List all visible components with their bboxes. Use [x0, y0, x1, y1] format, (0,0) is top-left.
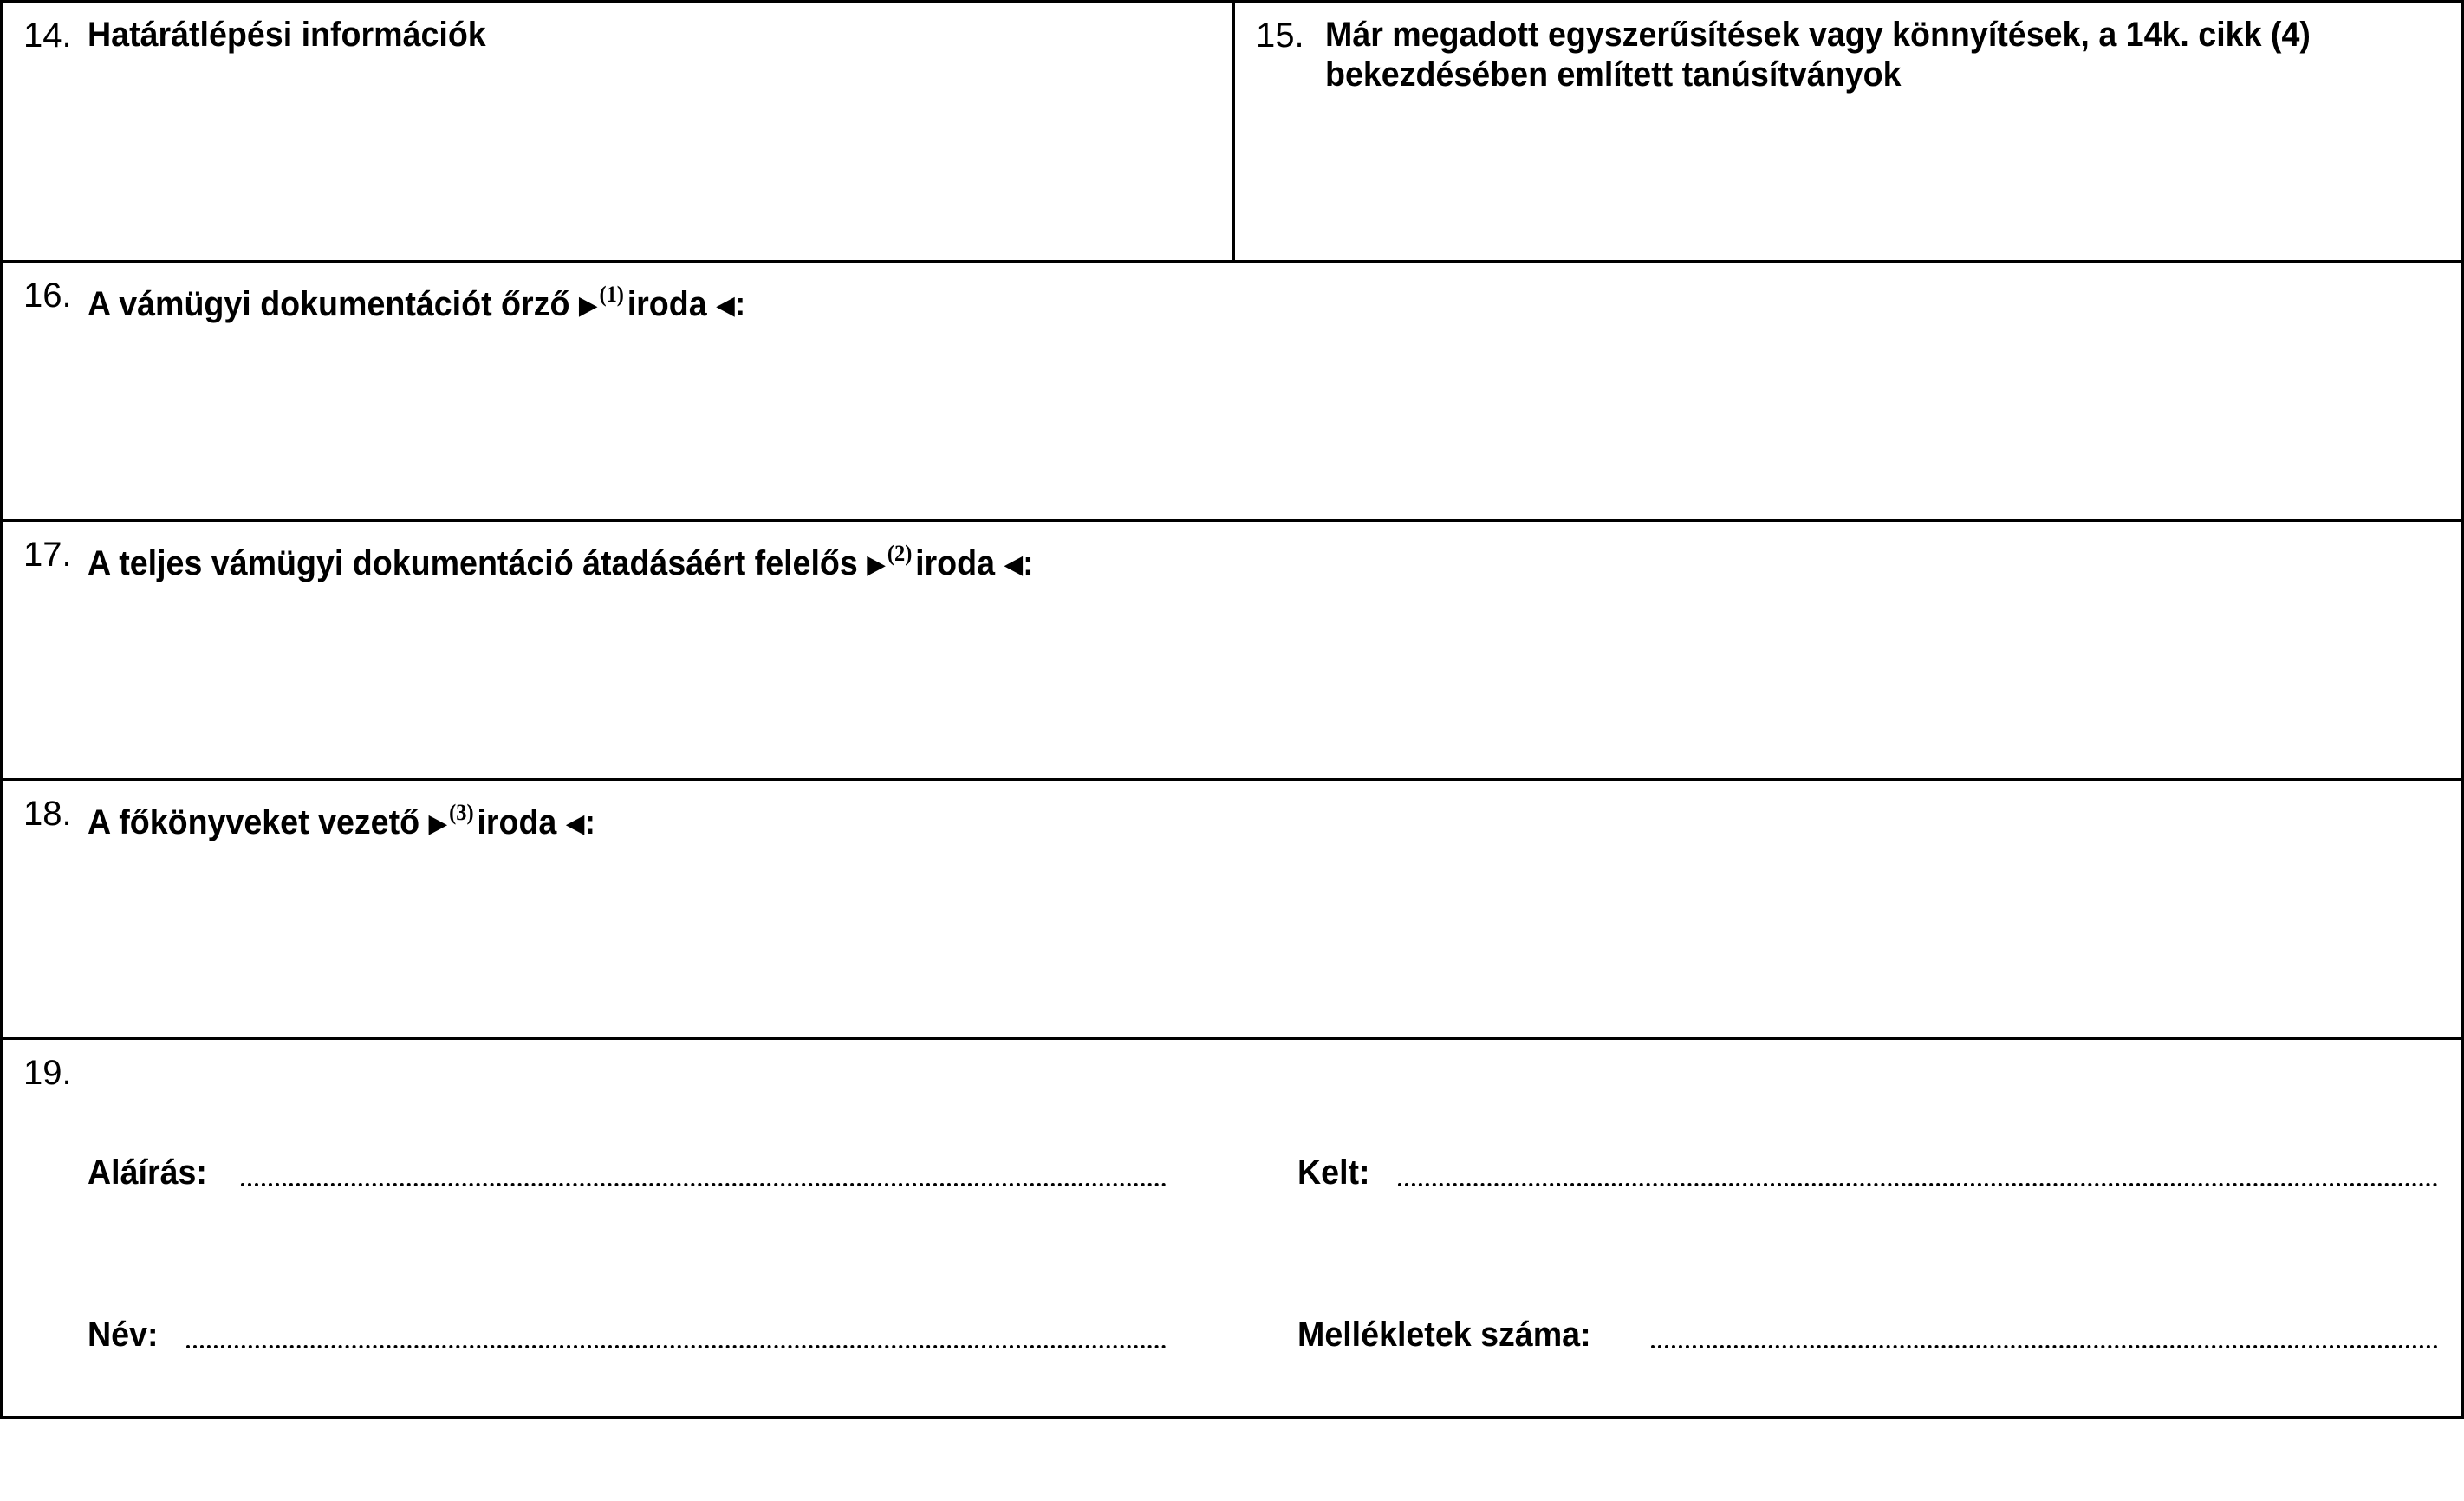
field-17[interactable] — [3, 522, 2461, 781]
field-18-title-end: iroda — [477, 803, 557, 841]
row-14-15 — [3, 3, 2461, 263]
field-16[interactable] — [3, 263, 2461, 522]
field-19-number: 19. — [23, 1054, 72, 1092]
field-15-title: Már megadott egyszerűsítések vagy könnyítések, a 14k. cikk (4) bekezdésében említett tanúsítványok — [1325, 16, 2311, 94]
insert-end-marker-icon: ◀ — [716, 291, 735, 320]
signature-label: Aláírás: — [88, 1153, 207, 1192]
field-15[interactable] — [1235, 3, 2464, 260]
field-17-title-start: A teljes vámügyi dokumentáció átadásáért felelős — [88, 544, 858, 582]
field-14-title: Határátlépési információk — [88, 16, 486, 54]
attachments-line[interactable] — [1651, 1345, 2438, 1348]
field-16-title — [88, 275, 745, 326]
insert-start-marker-icon: ▶ — [578, 291, 598, 320]
field-18-title — [88, 793, 595, 844]
date-label: Kelt: — [1297, 1153, 1370, 1192]
field-18-title-start: A főkönyveket vezető — [88, 803, 420, 841]
name-line[interactable] — [186, 1345, 1167, 1348]
field-16-number: 16. — [23, 276, 72, 315]
field-16-colon: : — [734, 285, 746, 323]
field-19 — [3, 1040, 2461, 1419]
field-18-number: 18. — [23, 795, 72, 833]
date-line[interactable] — [1398, 1183, 2438, 1186]
field-16-title-start: A vámügyi dokumentációt őrző — [88, 285, 570, 323]
field-14[interactable] — [3, 3, 1235, 260]
field-17-colon: : — [1023, 544, 1034, 582]
footnote-ref-1: (1) — [599, 282, 624, 307]
insert-start-marker-icon: ▶ — [867, 550, 886, 579]
attachments-label: Mellékletek száma: — [1297, 1316, 1591, 1354]
insert-end-marker-icon: ◀ — [565, 809, 585, 838]
name-label: Név: — [88, 1316, 159, 1354]
field-15-number: 15. — [1256, 16, 1304, 55]
footnote-ref-2: (2) — [887, 541, 913, 566]
signature-line[interactable] — [241, 1183, 1167, 1186]
field-18-colon: : — [584, 803, 596, 841]
insert-start-marker-icon: ▶ — [428, 809, 448, 838]
field-17-title-end: iroda — [915, 544, 996, 582]
field-17-number: 17. — [23, 536, 72, 574]
insert-end-marker-icon: ◀ — [1004, 550, 1024, 579]
field-16-title-end: iroda — [627, 285, 707, 323]
field-14-number: 14. — [23, 16, 72, 55]
field-17-title — [88, 534, 1034, 585]
field-18[interactable] — [3, 781, 2461, 1040]
footnote-ref-3: (3) — [449, 800, 474, 825]
